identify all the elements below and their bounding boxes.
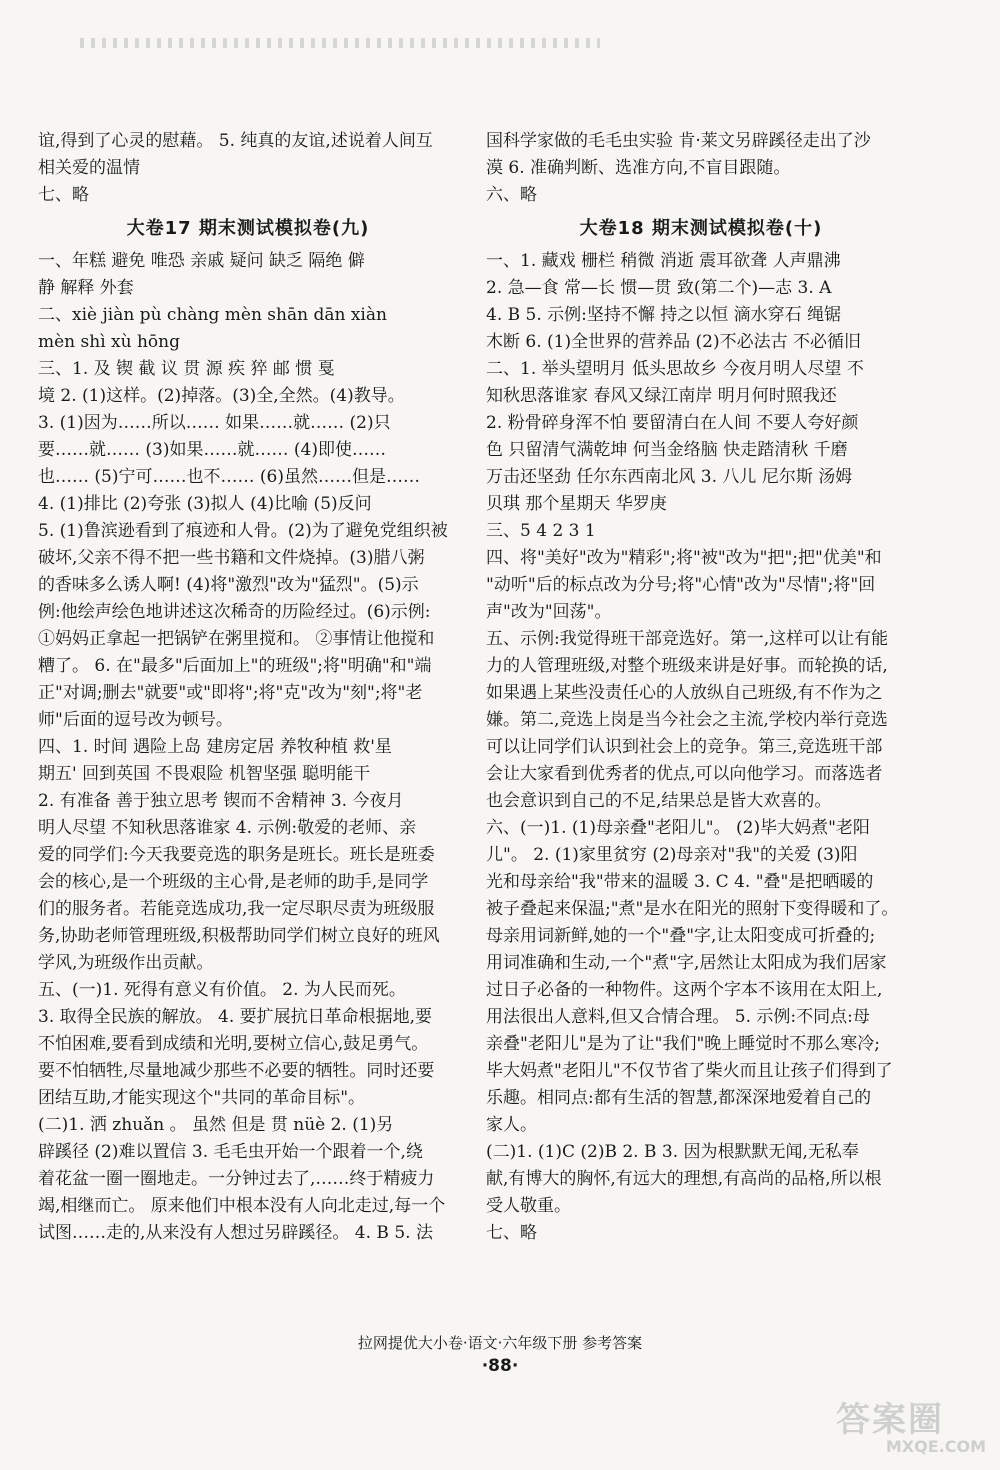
answer-line: 师"后面的逗号改为顿号。 — [38, 710, 233, 730]
answer-line: 七、略 — [486, 1223, 537, 1243]
answer-line: 2. 急—食 常—长 惯—贯 致(第二个)—志 3. A — [486, 278, 832, 298]
watermark-logo — [836, 1392, 986, 1462]
answer-line: mèn shì xù hōng — [38, 332, 181, 352]
answer-line: 会的核心,是一个班级的主心骨,是老师的助手,是同学 — [38, 872, 429, 892]
answer-line: 可以让同学们认识到社会上的竞争。第三,竞选班干部 — [486, 737, 883, 757]
answer-line: 3. 取得全民族的解放。 4. 要扩展抗日革命根据地,要 — [38, 1007, 433, 1027]
answer-line: 也会意识到自己的不足,结果总是皆大欢喜的。 — [486, 791, 832, 811]
answer-line: 六、略 — [486, 185, 537, 205]
answer-line: 力的人管理班级,对整个班级来讲是好事。而轮换的话, — [486, 656, 888, 676]
answer-line: 明人尽望 不知秋思落谁家 4. 示例:敬爱的老师、亲 — [38, 818, 417, 838]
right-column — [486, 128, 916, 1247]
answer-line: 声"改为"回荡"。 — [486, 602, 612, 622]
answer-line: 一、1. 藏戏 栅栏 稍微 消逝 震耳欲聋 人声鼎沸 — [486, 251, 841, 271]
answer-line: 4. (1)排比 (2)夸张 (3)拟人 (4)比喻 (5)反问 — [38, 494, 372, 514]
left-continued-answers — [38, 128, 458, 209]
answer-line: 嫌。第二,竞选上岗是当今社会之主流,学校内举行竞选 — [486, 710, 888, 730]
answer-line: 2. 有准备 善于独立思考 锲而不舍精神 3. 今夜月 — [38, 791, 404, 811]
answer-line: 毕大妈煮"老阳儿"不仅节省了柴火而且让孩子们得到了 — [486, 1061, 893, 1081]
answer-line: 竭,相继而亡。 原来他们中根本没有人向北走过,每一个 — [38, 1196, 446, 1216]
answer-line: ①妈妈正拿起一把锅铲在粥里搅和。 ②事情让他搅和 — [38, 629, 435, 649]
left-column — [38, 128, 458, 1247]
answer-line: 儿"。 2. (1)家里贫穷 (2)母亲对"我"的关爱 (3)阳 — [486, 845, 858, 865]
answer-line: 爱的同学们:今天我要竞选的职务是班长。班长是班委 — [38, 845, 435, 865]
answer-line: 要……就…… (3)如果……就…… (4)即使…… — [38, 440, 386, 460]
answer-line: 二、1. 举头望明月 低头思故乡 今夜月明人尽望 不 — [486, 359, 864, 379]
answer-line: 境 2. (1)这样。(2)掉落。(3)全,全然。(4)教导。 — [38, 386, 405, 406]
answer-line: 相关爱的温情 — [38, 158, 140, 178]
answer-line: 家人。 — [486, 1115, 537, 1135]
answer-line: 不怕困难,要看到成绩和光明,要树立信心,鼓足勇气。 — [38, 1034, 429, 1054]
answer-line: 正"对调;删去"就要"或"即将";将"克"改为"刻";将"老 — [38, 683, 423, 703]
section-heading-18: 大卷18 期末测试模拟卷(十) — [579, 218, 823, 239]
answer-line: 三、1. 及 锲 截 议 贯 源 疾 猝 邮 惯 戛 — [38, 359, 335, 379]
answer-line: 过日子必备的一种物件。这两个字本不该用在太阳上, — [486, 980, 883, 1000]
answer-line: 漠 6. 准确判断、选准方向,不盲目跟随。 — [486, 158, 791, 178]
answer-line: 期五' 回到英国 不畏艰险 机智坚强 聪明能干 — [38, 764, 371, 784]
answer-line: 会让大家看到优秀者的优点,可以向他学习。而落选者 — [486, 764, 883, 784]
answer-line: 七、略 — [38, 185, 89, 205]
answer-line: 破坏,父亲不得不把一些书籍和文件烧掉。(3)腊八粥 — [38, 548, 425, 568]
answer-line: 国科学家做的毛毛虫实验 肯·莱文另辟蹊径走出了沙 — [486, 131, 871, 151]
answer-line: 3. (1)因为……所以…… 如果……就…… (2)只 — [38, 413, 391, 433]
scan-artifact — [80, 38, 600, 48]
answer-line: 2. 粉骨碎身浑不怕 要留清白在人间 不要人夸好颜 — [486, 413, 859, 433]
answer-line: (二)1. 洒 zhuǎn 。 虽然 但是 贯 nüè 2. (1)另 — [38, 1115, 394, 1135]
answer-line: 静 解释 外套 — [38, 278, 134, 298]
answer-line: 受人敬重。 — [486, 1196, 571, 1216]
watermark-url: MXQE.COM — [885, 1437, 986, 1456]
answer-line: 着花盆一圈一圈地走。一分钟过去了,……终于精疲力 — [38, 1169, 435, 1189]
watermark-text: 答案圈 — [836, 1400, 944, 1440]
answer-line: 木断 6. (1)全世界的营养品 (2)不必法古 不必循旧 — [486, 332, 861, 352]
section-heading-17: 大卷17 期末测试模拟卷(九) — [126, 218, 370, 239]
answer-line: 也…… (5)宁可……也不…… (6)虽然……但是…… — [38, 467, 420, 487]
answer-line: 五、(一)1. 死得有意义有价值。 2. 为人民而死。 — [38, 980, 406, 1000]
answer-line: 要不怕牺牲,尽量地减少那些不必要的牺牲。同时还要 — [38, 1061, 435, 1081]
answer-line: 如果遇上某些没责任心的人放纵自己班级,有不作为之 — [486, 683, 883, 703]
answer-line: 团结互助,才能实现这个"共同的革命目标"。 — [38, 1088, 366, 1108]
answer-line: 例:他绘声绘色地讲述这次稀奇的历险经过。(6)示例: — [38, 602, 431, 622]
answer-line: 4. B 5. 示例:坚持不懈 持之以恒 滴水穿石 绳锯 — [486, 305, 842, 325]
answer-line: 用词准确和生动,一个"煮"字,居然让太阳成为我们居家 — [486, 953, 887, 973]
answer-line: 试图……走的,从来没有人想过另辟蹊径。 4. B 5. 法 — [38, 1223, 433, 1243]
answer-line: 务,协助老师管理班级,积极帮助同学们树立良好的班风 — [38, 926, 440, 946]
answer-line: 的香味多么诱人啊! (4)将"激烈"改为"猛烈"。(5)示 — [38, 575, 419, 595]
answer-line: 三、5 4 2 3 1 — [486, 521, 596, 541]
answer-line: 四、将"美好"改为"精彩";将"被"改为"把";把"优美"和 — [486, 548, 882, 568]
answer-line: (二)1. (1)C (2)B 2. B 3. 因为根默默无闻,无私奉 — [486, 1142, 859, 1162]
answer-line: 亲叠"老阳儿"是为了让"我们"晚上睡觉时不那么寒冷; — [486, 1034, 881, 1054]
answer-line: 知秋思落谁家 春风又绿江南岸 明月何时照我还 — [486, 386, 837, 406]
answer-line: 被子叠起来保温;"煮"是水在阳光的照射下变得暖和了。 — [486, 899, 899, 919]
book-footer: 拉网提优大小卷·语文·六年级下册 参考答案 — [357, 1334, 643, 1352]
answer-line: 色 只留清气满乾坤 何当金络脑 快走踏清秋 千磨 — [486, 440, 848, 460]
answer-line: 们的服务者。若能竞选成功,我一定尽职尽责为班级服 — [38, 899, 435, 919]
right-answers — [486, 248, 916, 1247]
answer-line: 光和母亲给"我"带来的温暖 3. C 4. "叠"是把晒暖的 — [486, 872, 874, 892]
answer-line: 一、年糕 避免 唯恐 亲戚 疑问 缺乏 隔绝 僻 — [38, 251, 365, 271]
answer-line: 谊,得到了心灵的慰藉。 5. 纯真的友谊,述说着人间互 — [38, 131, 433, 151]
answer-line: 用法很出人意料,但又合情合理。 5. 示例:不同点:母 — [486, 1007, 870, 1027]
answer-line: "动听"后的标点改为分号;将"心情"改为"尽情";将"回 — [486, 575, 876, 595]
answer-line: 二、xiè jiàn pù chàng mèn shān dān xiàn — [38, 305, 387, 325]
answer-line: 万击还坚劲 任尔东西南北风 3. 八儿 尼尔斯 汤姆 — [486, 467, 853, 487]
answer-line: 乐趣。相同点:都有生活的智慧,都深深地爱着自己的 — [486, 1088, 872, 1108]
answer-line: 学风,为班级作出贡献。 — [38, 953, 214, 973]
answer-line: 母亲用词新鲜,她的一个"叠"字,让太阳变成可折叠的; — [486, 926, 876, 946]
answer-line: 六、(一)1. (1)母亲叠"老阳儿"。 (2)毕大妈煮"老阳 — [486, 818, 870, 838]
answer-line: 五、示例:我觉得班干部竞选好。第一,这样可以让有能 — [486, 629, 889, 649]
right-continued-answers — [486, 128, 916, 209]
answer-line: 糟了。 6. 在"最多"后面加上"的班级";将"明确"和"端 — [38, 656, 432, 676]
left-answers — [38, 248, 458, 1247]
answer-line: 5. (1)鲁滨逊看到了痕迹和人骨。(2)为了避免党组织被 — [38, 521, 448, 541]
answer-line: 贝琪 那个星期天 华罗庚 — [486, 494, 667, 514]
answer-line: 辟蹊径 (2)难以置信 3. 毛毛虫开始一个跟着一个,绕 — [38, 1142, 423, 1162]
answer-line: 献,有博大的胸怀,有远大的理想,有高尚的品格,所以根 — [486, 1169, 882, 1189]
page-number: ·88· — [481, 1356, 519, 1376]
answer-line: 四、1. 时间 遇险上岛 建房定居 养牧种植 救'星 — [38, 737, 392, 757]
